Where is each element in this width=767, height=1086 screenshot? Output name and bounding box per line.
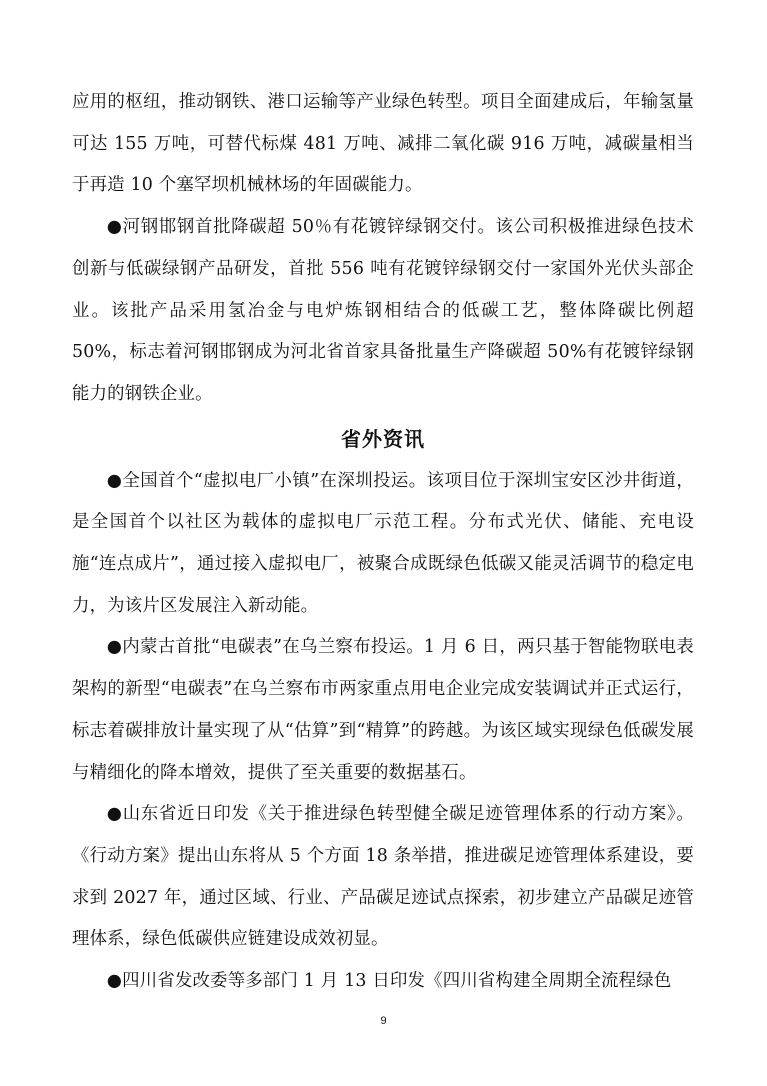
paragraph-sichuan-policy: ●四川省发改委等多部门 1 月 13 日印发《四川省构建全周期全流程绿色 <box>106 971 672 992</box>
section-title: 省外资讯 <box>341 426 425 451</box>
page-content <box>72 82 694 1003</box>
paragraph-hegang-green-steel: ●河钢邯钢首批降碳超 50％有花镀锌绿钢交付。该公司积极推进绿色技术创新与低碳绿钢产品研发，首批 556 吨有花镀锌绿钢交付一家国外光伏头部企业。该批产品采用氢冶金与电炉炼钢相结合的低碳工艺，整体降碳比例超 50%，标志着河钢邯钢成为河北省首家具备批量生产降碳超 50%有花镀锌绿钢能力的钢铁企业。 <box>72 217 694 404</box>
paragraph-shenzhen-virtual-power-plant: ●全国首个“虚拟电厂小镇”在深圳投运。该项目位于深圳宝安区沙井街道，是全国首个以社区为载体的虚拟电厂示范工程。分布式光伏、储能、充电设施“连点成片”，通过接入虚拟电厂，被聚合成既绿色低碳又能灵活调节的稳定电力，为该片区发展注入新动能。 <box>72 470 694 616</box>
paragraph-shandong-carbon-footprint: ●山东省近日印发《关于推进绿色转型健全碳足迹管理体系的行动方案》。《行动方案》提出山东将从 5 个方面 18 条举措，推进碳足迹管理体系建设，要求到 2027 年，通过区域、行业、产品碳足迹试点探索，初步建立产品碳足迹管理体系，绿色低碳供应链建设成效初显。 <box>72 804 694 950</box>
page-number: 9 <box>380 1015 387 1027</box>
paragraph-hydrogen-pipeline: 应用的枢纽，推动钢铁、港口运输等产业绿色转型。项目全面建成后，年输氢量可达 155 万吨，可替代标煤 481 万吨、减排二氧化碳 916 万吨，减碳量相当于再造 10 个塞罕坝机械林场的年固碳能力。 <box>72 92 694 196</box>
paragraph-inner-mongolia-carbon-meter: ●内蒙古首批“电碳表”在乌兰察布投运。1 月 6 日，两只基于智能物联电表架构的新型“电碳表”在乌兰察布市两家重点用电企业完成安装调试并正式运行，标志着碳排放计量实现了从“估算”到“精算”的跨越。为该区域实现绿色低碳发展与精细化的降本增效，提供了至关重要的数据基石。 <box>72 637 694 783</box>
